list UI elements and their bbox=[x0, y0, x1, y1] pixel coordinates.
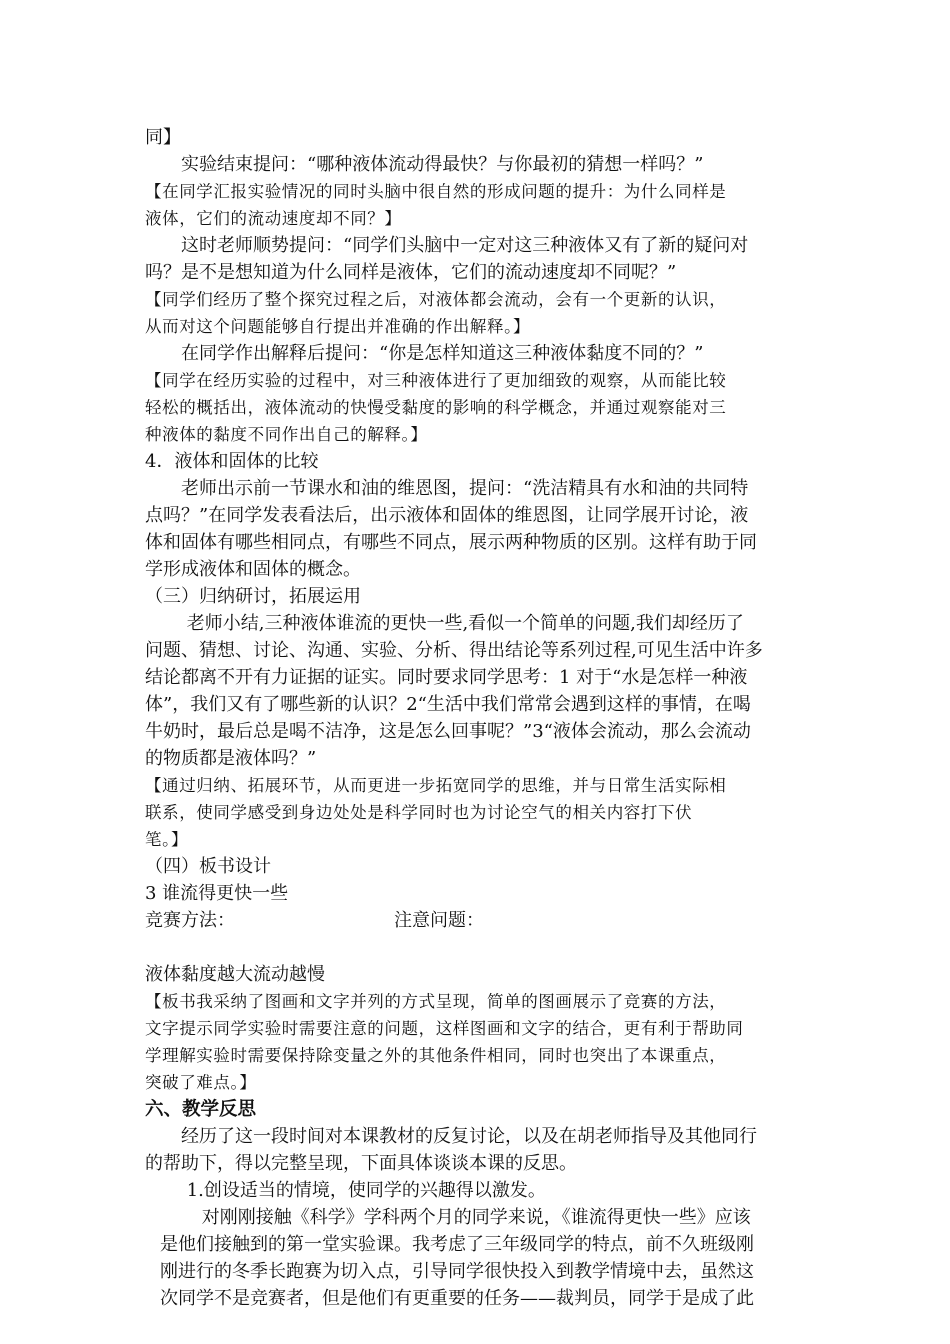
text-line: 刚进行的冬季长跑赛为切入点，引导同学很快投入到教学情境中去，虽然这 bbox=[160, 1261, 754, 1282]
text-line: 这时老师顺势提问：“同学们头脑中一定对这三种液体又有了新的疑问对 bbox=[145, 235, 749, 256]
text-line: 同】 bbox=[145, 127, 181, 148]
commentary-line: 从而对这个问题能够自行提出并准确的作出解释。】 bbox=[145, 317, 531, 336]
text-line: 体和固体有哪些相同点，有哪些不同点，展示两种物质的区别。这样有助于同 bbox=[145, 532, 757, 553]
text-line: 在同学作出解释后提问：“你是怎样知道这三种液体黏度不同的？” bbox=[145, 343, 704, 364]
board-title: 3 谁流得更快一些 bbox=[145, 883, 289, 904]
text-line: 的物质都是液体吗？” bbox=[145, 748, 317, 769]
text-line: 经历了这一段时间对本课教材的反复讨论，以及在胡老师指导及其他同行 bbox=[145, 1126, 757, 1147]
text-line: 牛奶时，最后总是喝不洁净，这是怎么回事呢？”3“液体会流动，那么会流动 bbox=[145, 721, 751, 742]
chapter-heading: 六、教学反思 bbox=[145, 1099, 257, 1120]
commentary-line: 联系，使同学感受到身边处处是科学同时也为讨论空气的相关内容打下伏 bbox=[145, 803, 693, 822]
text-line: 问题、猜想、讨论、沟通、实验、分析、得出结论等系列过程,可见生活中许多 bbox=[145, 640, 763, 661]
text-line: 是他们接触到的第一堂实验课。我考虑了三年级同学的特点，前不久班级刚 bbox=[160, 1234, 754, 1255]
subheading: 1.创设适当的情境，使同学的兴趣得以激发。 bbox=[145, 1180, 546, 1201]
commentary-line: 【在同学汇报实验情况的同时头脑中很自然的形成问题的提升：为什么同样是 bbox=[145, 182, 727, 201]
text-line: 老师小结,三种液体谁流的更快一些,看似一个简单的问题,我们却经历了 bbox=[145, 613, 744, 634]
text-line: 的帮助下，得以完整呈现，下面具体谈谈本课的反思。 bbox=[145, 1153, 577, 1174]
text-line: 体”，我们又有了哪些新的认识？2“生活中我们常常会遇到这样的事情，在喝 bbox=[145, 694, 751, 715]
commentary-line: 轻松的概括出，液体流动的快慢受黏度的影响的科学概念，并通过观察能对三 bbox=[145, 398, 727, 417]
commentary-line: 笔。】 bbox=[145, 830, 189, 849]
board-note-label: 注意问题： bbox=[394, 910, 484, 931]
commentary-line: 【板书我采纳了图画和文字并列的方式呈现，简单的图画展示了竞赛的方法， bbox=[145, 992, 727, 1011]
commentary-line: 【同学们经历了整个探究过程之后，对液体都会流动，会有一个更新的认识， bbox=[145, 290, 727, 309]
commentary-line: 【同学在经历实验的过程中，对三种液体进行了更加细致的观察，从而能比较 bbox=[145, 371, 727, 390]
text-line: 点吗？”在同学发表看法后，出示液体和固体的维恩图，让同学展开讨论，液 bbox=[145, 505, 749, 526]
text-line: 结论都离不开有力证据的证实。同时要求同学思考：1 对于“水是怎样一种液 bbox=[145, 667, 748, 688]
section-heading: （三）归纳研讨，拓展运用 bbox=[145, 586, 361, 607]
text-line: 实验结束提问：“哪种液体流动得最快？与你最初的猜想一样吗？” bbox=[145, 154, 704, 175]
commentary-line: 液体，它们的流动速度却不同？】 bbox=[145, 209, 402, 228]
commentary-line: 【通过归纳、拓展环节，从而更进一步拓宽同学的思维，并与日常生活实际相 bbox=[145, 776, 727, 795]
commentary-line: 种液体的黏度不同作出自己的解释。】 bbox=[145, 425, 428, 444]
commentary-line: 学理解实验时需要保持除变量之外的其他条件相同，同时也突出了本课重点， bbox=[145, 1046, 727, 1065]
text-line: 次同学不是竞赛者，但是他们有更重要的任务——裁判员，同学于是成了此 bbox=[160, 1288, 754, 1309]
text-line: 吗？是不是想知道为什么同样是液体，它们的流动速度却不同呢？” bbox=[145, 262, 677, 283]
section-heading: 4．液体和固体的比较 bbox=[145, 451, 319, 472]
section-heading: （四）板书设计 bbox=[145, 856, 271, 877]
commentary-line: 文字提示同学实验时需要注意的问题，这样图画和文字的结合，更有利于帮助同 bbox=[145, 1019, 744, 1038]
text-line: 学形成液体和固体的概念。 bbox=[145, 559, 361, 580]
text-line: 对刚刚接触《科学》学科两个月的同学来说，《谁流得更快一些》应该 bbox=[160, 1207, 751, 1228]
board-conclusion: 液体黏度越大流动越慢 bbox=[145, 964, 325, 985]
text-line: 老师出示前一节课水和油的维恩图，提问：“洗洁精具有水和油的共同特 bbox=[145, 478, 749, 499]
board-method-label: 竞赛方法： bbox=[145, 910, 235, 931]
commentary-line: 突破了难点。】 bbox=[145, 1073, 257, 1092]
